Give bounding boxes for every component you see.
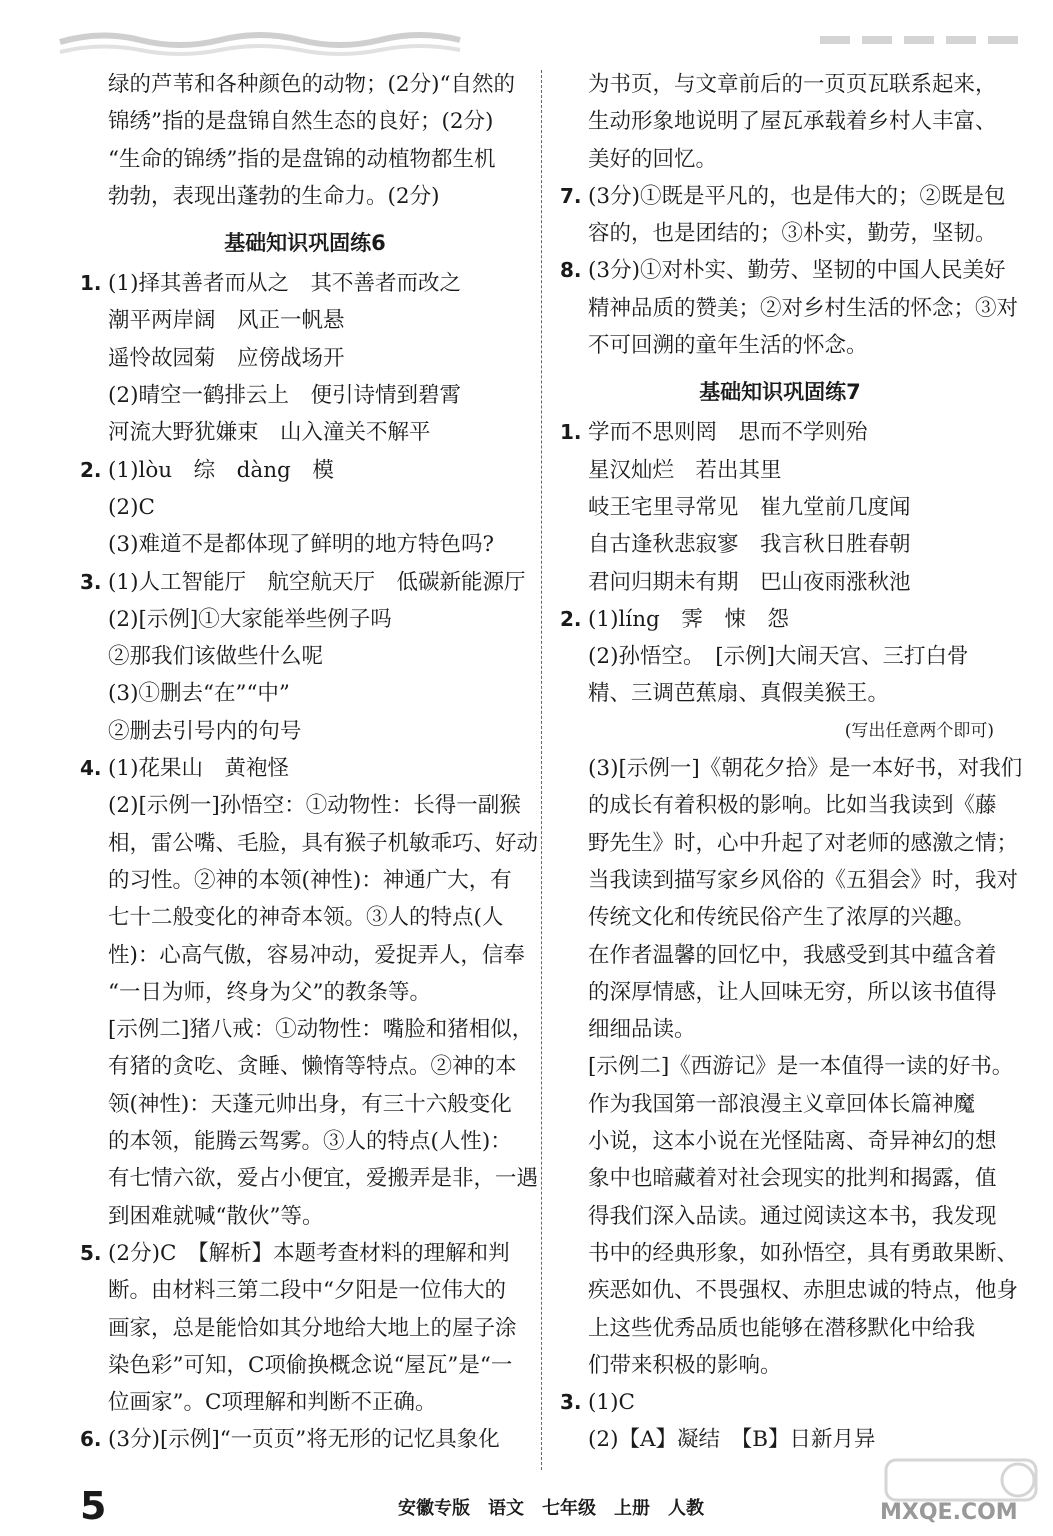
section-heading-6: 基础知识巩固练6 xyxy=(224,231,386,256)
text-line: (1)líng 霁 悚 怨 xyxy=(588,606,789,632)
text-line: 野先生》时，心中升起了对老师的感激之情； xyxy=(588,830,1019,856)
text-line: 书中的经典形象，如孙悟空，具有勇敢果断、 xyxy=(588,1240,1019,1266)
watermark-text: MXQE.COM xyxy=(880,1500,1018,1525)
text-line: 到困难就喊“散伙”等。 xyxy=(108,1203,324,1229)
text-line: 小说，这本小说在光怪陆离、奇异神幻的想 xyxy=(588,1129,997,1155)
text-line: (3)[示例一]《朝花夕拾》是一本好书，对我们 xyxy=(588,756,1023,782)
question-1 xyxy=(80,265,530,451)
column-divider xyxy=(541,70,542,1470)
question-4 xyxy=(80,750,539,1235)
question-number: 2. xyxy=(560,606,582,631)
text-line: 上这些优秀品质也能够在潜移默化中给我 xyxy=(588,1315,976,1341)
question-number: 7. xyxy=(560,183,582,208)
question-number: 3. xyxy=(80,569,102,594)
text-line: 锦绣”指的是盘锦自然生态的良好；(2分) xyxy=(108,109,494,135)
text-line: 传统文化和传统民俗产生了浓厚的兴趣。 xyxy=(588,905,976,931)
text-line: (1)择其善者而从之 其不善者而改之 xyxy=(108,271,461,297)
section-heading-7: 基础知识巩固练7 xyxy=(699,380,861,405)
text-line: 为书页，与文章前后的一页页瓦联系起来， xyxy=(588,72,997,97)
text-line: 不可回溯的童年生活的怀念。 xyxy=(588,333,868,359)
text-line: 精、三调芭蕉扇、真假美猴王。 xyxy=(588,681,890,707)
text-line: (2)晴空一鹤排云上 便引诗情到碧霄 xyxy=(108,383,461,409)
text-line: 性)：心高气傲，容易冲动，爱捉弄人，信奉 xyxy=(108,942,525,968)
text-line: (1)花果山 黄袍怪 xyxy=(108,756,289,782)
text-line: 象中也暗藏着对社会现实的批判和揭露，值 xyxy=(588,1166,997,1192)
text-line: ②删去引号内的句号 xyxy=(108,718,302,744)
text-line: “生命的锦绣”指的是盘锦的动植物都生机 xyxy=(108,146,496,172)
footer-info: 安徽专版 语文 七年级 上册 人教 xyxy=(398,1498,704,1519)
header-decoration xyxy=(40,22,1040,62)
text-line: 有猪的贪吃、贪睡、懒惰等特点。②神的本 xyxy=(108,1054,517,1080)
question-7 xyxy=(560,178,1006,253)
text-line: 得我们深入品读。通过阅读这本书，我发现 xyxy=(588,1203,997,1229)
text-line: (2)[示例]①大家能举些例子吗 xyxy=(108,606,392,632)
answer-note: (写出任意两个即可) xyxy=(844,720,994,741)
text-line: (2分)C 【解析】本题考查材料的理解和判 xyxy=(108,1240,510,1266)
text-line: 河流大野犹嫌束 山入潼关不解平 xyxy=(108,420,431,446)
left-continuation xyxy=(80,66,530,215)
text-line: 君问归期未有期 巴山夜雨涨秋池 xyxy=(588,569,911,595)
text-line: (2)[示例一]孙悟空：①动物性：长得一副猴 xyxy=(108,793,521,819)
text-line: 绿的芦苇和各种颜色的动物；(2分)“自然的 xyxy=(108,72,515,97)
text-line: 画家，总是能恰如其分地给大地上的屋子涂 xyxy=(108,1315,517,1341)
text-line: 的深厚情感，让人回味无穷，所以该书值得 xyxy=(588,979,997,1005)
question-number: 1. xyxy=(560,420,582,445)
text-line: [示例二]《西游记》是一本值得一读的好书。 xyxy=(588,1054,1014,1080)
text-line: (2)【A】凝结 【B】日新月异 xyxy=(588,1427,876,1453)
question-5 xyxy=(80,1235,530,1421)
text-line: 的成长有着积极的影响。比如当我读到《藤 xyxy=(588,793,997,819)
text-line: 学而不思则罔 思而不学则殆 xyxy=(588,420,868,446)
text-line: 当我读到描写家乡风俗的《五猖会》时，我对 xyxy=(588,867,1019,893)
text-line: 生动形象地说明了屋瓦承载着乡村人丰富、 xyxy=(588,109,997,135)
text-line: 们带来积极的影响。 xyxy=(588,1352,782,1378)
right-column xyxy=(560,66,1023,1459)
page-number: 5 xyxy=(80,1484,107,1528)
text-line: (3分)①对朴实、勤劳、坚韧的中国人民美好 xyxy=(588,258,1006,284)
text-line: 在作者温馨的回忆中，我感受到其中蕴含着 xyxy=(588,942,997,968)
text-line: 染色彩”可知，C项偷换概念说“屋瓦”是“一 xyxy=(108,1352,513,1378)
question-number: 4. xyxy=(80,756,102,781)
text-line: (1)lòu 综 dàng 模 xyxy=(108,457,334,483)
text-line: 领(神性)：天蓬元帅出身，有三十六般变化 xyxy=(108,1091,512,1117)
text-line: ②那我们该做些什么呢 xyxy=(108,644,324,670)
question-number: 3. xyxy=(560,1390,582,1415)
text-line: 潮平两岸阔 风正一帆悬 xyxy=(108,308,345,334)
text-line: 星汉灿烂 若出其里 xyxy=(588,457,782,483)
text-line: (2)孙悟空。 [示例]大闹天宫、三打白骨 xyxy=(588,644,969,670)
text-line: (3)①删去“在”“中” xyxy=(108,681,290,707)
text-line: 自古逢秋悲寂寥 我言秋日胜春朝 xyxy=(588,532,911,558)
question-number: 5. xyxy=(80,1240,102,1265)
question-2 xyxy=(80,452,530,564)
text-line: 精神品质的赞美；②对乡村生活的怀念；③对 xyxy=(588,295,1019,321)
text-line: 岐王宅里寻常见 崔九堂前几度闻 xyxy=(588,494,911,520)
text-line: 的本领，能腾云驾雾。③人的特点(人性)： xyxy=(108,1129,512,1155)
text-line: 相，雷公嘴、毛脸，具有猴子机敏乖巧、好动 xyxy=(108,830,539,856)
text-line: 勃勃，表现出蓬勃的生命力。(2分) xyxy=(108,183,440,209)
question-r1 xyxy=(560,414,1000,600)
text-line: (1)C xyxy=(588,1390,635,1416)
text-line: 美好的回忆。 xyxy=(588,146,718,172)
question-r2 xyxy=(560,601,1023,1384)
question-number: 8. xyxy=(560,258,582,283)
question-number: 1. xyxy=(80,271,102,296)
text-line: 遥怜故园菊 应傍战场开 xyxy=(108,345,345,371)
text-line: “一日为师，终身为父”的教条等。 xyxy=(108,979,431,1005)
question-8 xyxy=(560,252,1019,364)
question-3 xyxy=(80,564,530,750)
text-line: [示例二]猪八戒：①动物性：嘴脸和猪相似， xyxy=(108,1017,534,1043)
text-line: 的习性。②神的本领(神性)：神通广大，有 xyxy=(108,867,512,893)
text-line: (3)难道不是都体现了鲜明的地方特色吗? xyxy=(108,532,494,558)
question-number: 2. xyxy=(80,457,102,482)
question-6 xyxy=(80,1421,530,1458)
text-line: 疾恶如仇、不畏强权、赤胆忠诚的特点，他身 xyxy=(588,1278,1019,1304)
text-line: (1)人工智能厅 航空航天厅 低碳新能源厅 xyxy=(108,569,526,595)
text-line: 细细品读。 xyxy=(588,1017,696,1043)
left-column xyxy=(80,66,539,1459)
question-r3 xyxy=(560,1384,1000,1459)
right-continuation xyxy=(560,66,1000,178)
text-line: 位画家”。C项理解和判断不正确。 xyxy=(108,1390,437,1416)
text-line: (3分)①既是平凡的，也是伟大的；②既是包 xyxy=(588,183,1006,209)
text-line: 作为我国第一部浪漫主义章回体长篇神魔 xyxy=(588,1091,976,1117)
text-line: 容的，也是团结的；③朴实，勤劳，坚韧。 xyxy=(588,221,997,247)
text-line: (3分)[示例]“一页页”将无形的记忆具象化 xyxy=(108,1427,500,1453)
question-number: 6. xyxy=(80,1427,102,1452)
text-line: (2)C xyxy=(108,494,155,520)
text-line: 七十二般变化的神奇本领。③人的特点(人 xyxy=(108,905,504,931)
text-line: 断。由材料三第二段中“夕阳是一位伟大的 xyxy=(108,1278,506,1304)
text-line: 有七情六欲，爱占小便宜，爱搬弄是非，一遇 xyxy=(108,1166,539,1192)
